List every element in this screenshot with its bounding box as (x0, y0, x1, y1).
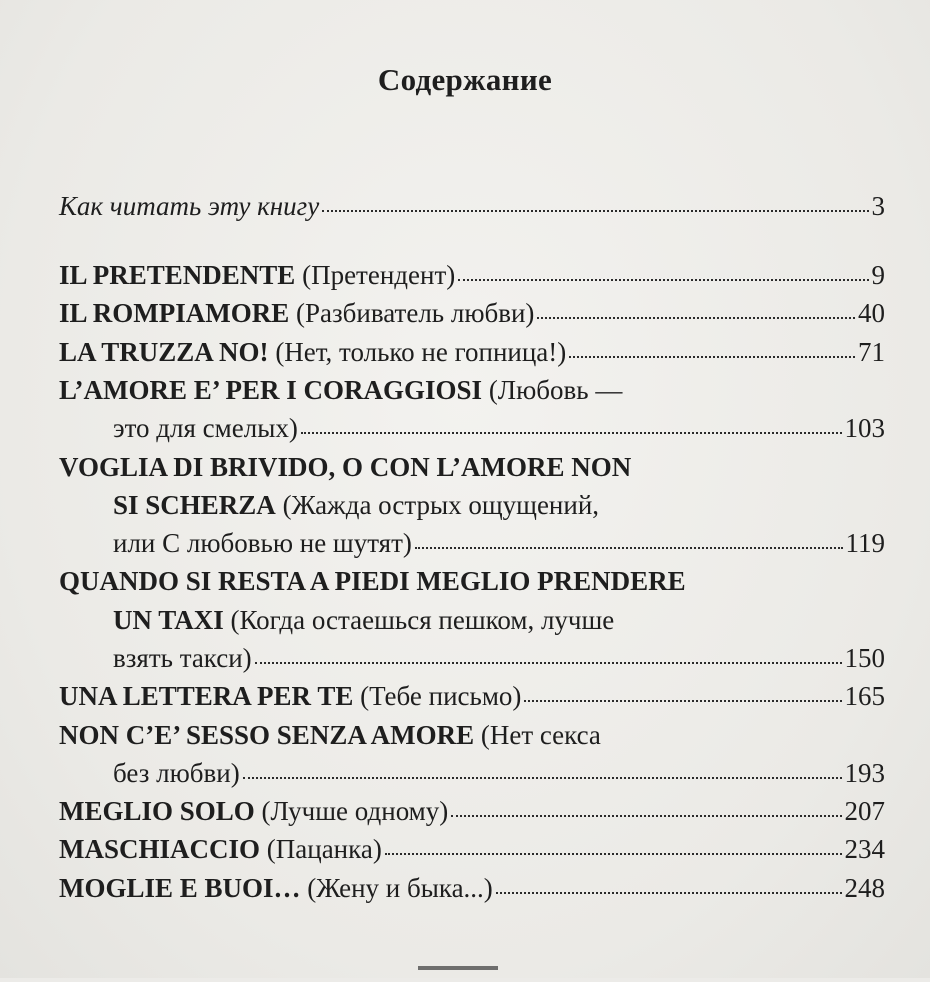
toc-page-number: 40 (858, 298, 885, 328)
toc-entry-line[interactable] (59, 833, 885, 865)
dot-leader (496, 892, 842, 894)
toc-entry-title (113, 642, 252, 674)
toc-entry-line[interactable] (59, 719, 885, 751)
toc-intro-title: Как читать эту книгу (59, 191, 320, 221)
russian-translation: без любви) (113, 758, 240, 788)
russian-translation: или С любовью не шутят) (113, 528, 412, 558)
toc-entry-line[interactable] (59, 795, 885, 827)
dot-leader (385, 853, 842, 855)
russian-translation: (Жену и быка...) (300, 873, 493, 903)
italian-title: LA TRUZZA NO! (59, 337, 269, 367)
toc-entry-title (113, 412, 298, 444)
russian-translation: (Когда остаешься пешком, лучше (223, 605, 615, 635)
russian-translation: (Жажда острых ощущений, (275, 490, 600, 520)
italian-title: UNA LETTERA PER TE (59, 681, 354, 711)
toc-page-number: 207 (844, 796, 885, 826)
toc-page-number: 3 (871, 191, 885, 221)
russian-translation: (Нет, только не гопница!) (268, 337, 567, 367)
toc-entry-line[interactable] (59, 374, 885, 406)
russian-translation: (Лучше одному) (254, 796, 449, 826)
toc-entry-title (59, 336, 566, 368)
italian-title: QUANDO SI RESTA A PIEDI MEGLIO PRENDERE (59, 566, 686, 596)
russian-translation: (Пацанка) (260, 834, 382, 864)
italian-title: IL PRETENDENTE (59, 260, 296, 290)
dot-leader (415, 547, 843, 549)
toc-entry-line[interactable] (59, 451, 885, 483)
italian-title: MEGLIO SOLO (59, 796, 255, 826)
toc-entry-line[interactable] (59, 297, 885, 329)
toc-page-number: 71 (858, 337, 885, 367)
cut-off-text-fragment (418, 966, 498, 982)
italian-title: MASCHIACCIO (59, 834, 261, 864)
italian-title: MOGLIE E BUOI… (59, 873, 301, 903)
toc-entry-title (113, 757, 240, 789)
toc-page-number: 193 (844, 758, 885, 788)
toc-entry-title (59, 566, 686, 596)
toc-entry-line[interactable] (59, 565, 885, 597)
dot-leader (458, 279, 868, 281)
toc-entry-title (113, 605, 614, 635)
dot-leader (243, 777, 842, 779)
toc-intro[interactable] (59, 190, 885, 222)
toc-page-number: 9 (871, 260, 885, 290)
toc-entry-title (59, 872, 493, 904)
toc-entry-line[interactable] (59, 872, 885, 904)
dot-leader (451, 815, 841, 817)
toc-entry-line[interactable] (113, 527, 885, 559)
toc-entry-title (113, 490, 599, 520)
toc-entry-line[interactable] (59, 259, 885, 291)
toc-entry-title (59, 833, 382, 865)
toc-page-number: 234 (844, 834, 885, 864)
dot-leader (301, 432, 842, 434)
dot-leader (322, 210, 868, 212)
toc-entry-title (59, 720, 601, 750)
italian-title: L’AMORE E’ PER I CORAGGIOSI (59, 375, 483, 405)
italian-title: SI SCHERZA (113, 490, 276, 520)
toc-entry-line[interactable] (59, 680, 885, 712)
dot-leader (537, 317, 855, 319)
toc-page-number: 103 (844, 413, 885, 443)
russian-translation: (Тебе письмо) (353, 681, 522, 711)
toc-entry-title (59, 375, 622, 405)
toc-entry-title (113, 527, 412, 559)
russian-translation: взять такси) (113, 643, 252, 673)
dot-leader (569, 356, 855, 358)
russian-translation: (Нет секса (474, 720, 601, 750)
toc-entry-line[interactable] (113, 489, 885, 521)
toc-page-number: 150 (844, 643, 885, 673)
toc-entry-title (59, 297, 534, 329)
toc-page-number: 165 (844, 681, 885, 711)
toc-entry-line[interactable] (59, 336, 885, 368)
toc-entry-line[interactable] (113, 412, 885, 444)
toc-entry-title (59, 452, 631, 482)
dot-leader (255, 662, 842, 664)
russian-translation: (Любовь — (482, 375, 623, 405)
page-title: Содержание (377, 62, 553, 97)
dot-leader (524, 700, 841, 702)
toc-entry-line[interactable] (113, 757, 885, 789)
toc-page-number: 248 (844, 873, 885, 903)
toc-entry-title (59, 795, 448, 827)
russian-translation: это для смелых) (113, 413, 298, 443)
toc-entry-title (59, 259, 455, 291)
italian-title: IL ROMPIAMORE (59, 298, 290, 328)
russian-translation: (Разбиватель любви) (289, 298, 535, 328)
toc-entry-title (59, 680, 521, 712)
toc-entry-line[interactable] (113, 642, 885, 674)
italian-title: UN TAXI (113, 605, 224, 635)
italian-title: NON C’E’ SESSO SENZA AMORE (59, 720, 475, 750)
italian-title: VOGLIA DI BRIVIDO, O CON L’AMORE NON (59, 452, 632, 482)
russian-translation: (Претендент) (295, 260, 456, 290)
toc-page-number: 119 (845, 528, 885, 558)
toc-entry-line[interactable] (113, 604, 885, 636)
